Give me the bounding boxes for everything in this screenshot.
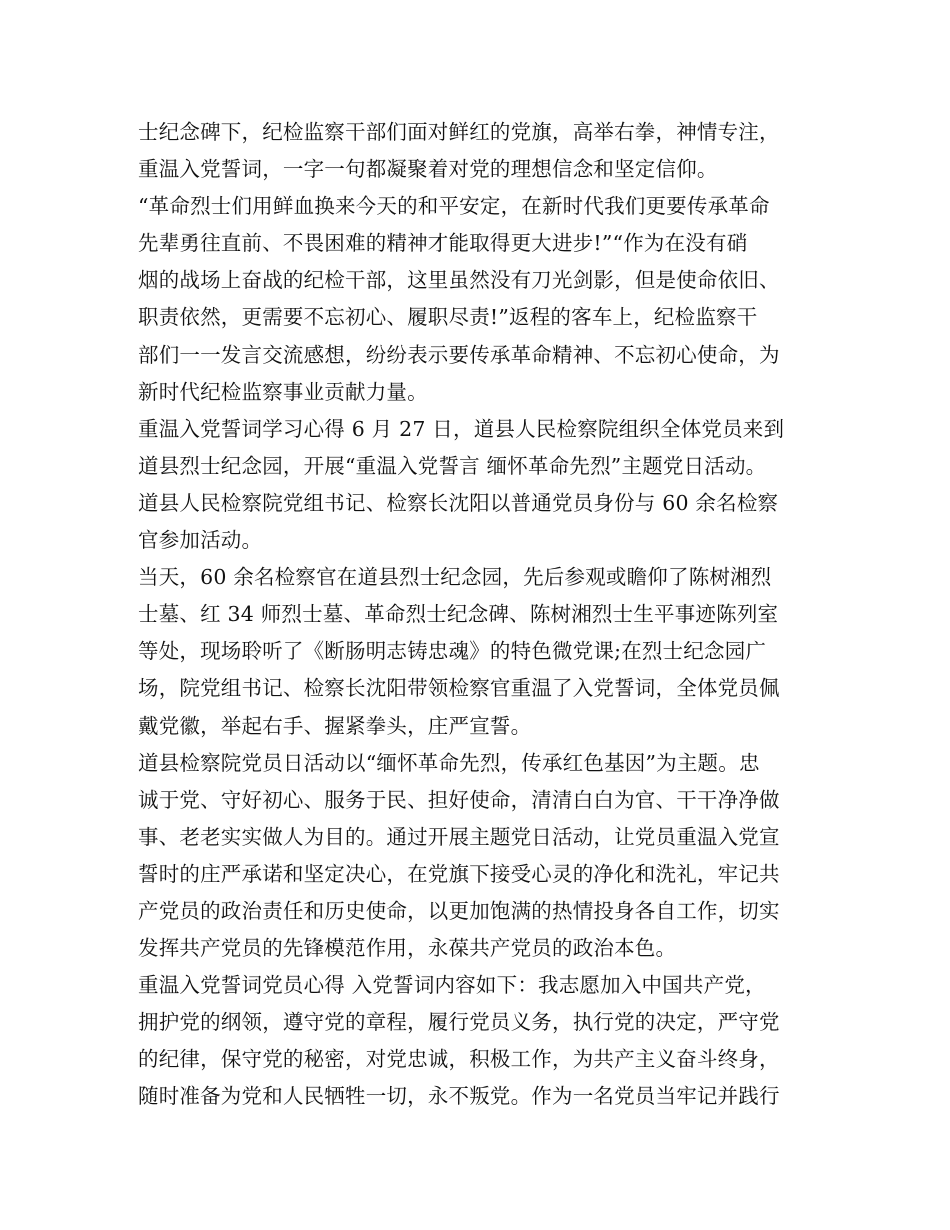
text-line: 职责依然，更需要不忘初心、履职尽责!”返程的客车上，纪检监察干 [138, 305, 758, 330]
text-line: 重温入党誓词，一字一句都凝聚着对党的理想信念和坚定信仰。 [138, 157, 718, 182]
text-line: 产党员的政治责任和历史使命，以更加饱满的热情投身各自工作，切实 [138, 898, 780, 923]
text-line: 发挥共产党员的先锋模范作用，永葆共产党员的政治本色。 [138, 936, 677, 961]
text-line: “革命烈士们用鲜血换来今天的和平安定，在新时代我们更要传承革命 [138, 194, 770, 219]
text-line: 道县人民检察院党组书记、检察长沈阳以普通党员身份与 60 余名检察 [138, 490, 779, 515]
text-line: 事、老老实实做人为目的。通过开展主题党日活动，让党员重温入党宣 [138, 824, 780, 849]
text-line: 新时代纪检监察事业贡献力量。 [138, 379, 428, 404]
text-line: 士纪念碑下，纪检监察干部们面对鲜红的党旗，高举右拳，神情专注， [138, 120, 780, 144]
text-line: 道县烈士纪念园，开展“重温入党誓言 缅怀革命先烈”主题党日活动。 [138, 453, 767, 478]
text-line: 誓时的庄严承诺和坚定决心，在党旗下接受心灵的净化和洗礼，牢记共 [138, 861, 780, 886]
text-line: 等处，现场聆听了《断肠明志铸忠魂》的特色微党课;在烈士纪念园广 [138, 639, 767, 664]
text-line: 官参加活动。 [138, 528, 263, 553]
text-line: 戴党徽，举起右手、握紧拳头，庄严宣誓。 [138, 713, 532, 738]
text-line: 诚于党、守好初心、服务于民、担好使命，清清白白为官、干干净净做 [138, 787, 780, 812]
text-line: 的纪律，保守党的秘密，对党忠诚，积极工作，为共产主义奋斗终身， [138, 1047, 780, 1072]
text-line: 拥护党的纲领，遵守党的章程，履行党员义务，执行党的决定，严守党 [138, 1010, 780, 1035]
text-line: 当天，60 余名检察官在道县烈士纪念园，先后参观或瞻仰了陈树湘烈 [138, 565, 772, 590]
document-body [138, 114, 838, 1116]
text-line: 士墓、红 34 师烈士墓、革命烈士纪念碑、陈树湘烈士生平事迹陈列室 [138, 602, 779, 627]
text-line: 道县检察院党员日活动以“缅怀革命先烈，传承红色基因”为主题。忠 [138, 750, 760, 775]
text-line: 烟的战场上奋战的纪检干部，这里虽然没有刀光剑影，但是使命依旧、 [138, 268, 780, 293]
text-line: 场，院党组书记、检察长沈阳带领检察官重温了入党誓词，全体党员佩 [138, 676, 780, 701]
text-line: 重温入党誓词学习心得 6 月 27 日，道县人民检察院组织全体党员来到 [138, 416, 785, 441]
text-line: 重温入党誓词党员心得 入党誓词内容如下：我志愿加入中国共产党， [138, 973, 766, 998]
text-line: 先辈勇往直前、不畏困难的精神才能取得更大进步!”“作为在没有硝 [138, 231, 748, 256]
text-line: 随时准备为党和人民牺牲一切，永不叛党。作为一名党员当牢记并践行 [138, 1084, 780, 1109]
text-line: 部们一一发言交流感想，纷纷表示要传承革命精神、不忘初心使命，为 [138, 342, 780, 367]
